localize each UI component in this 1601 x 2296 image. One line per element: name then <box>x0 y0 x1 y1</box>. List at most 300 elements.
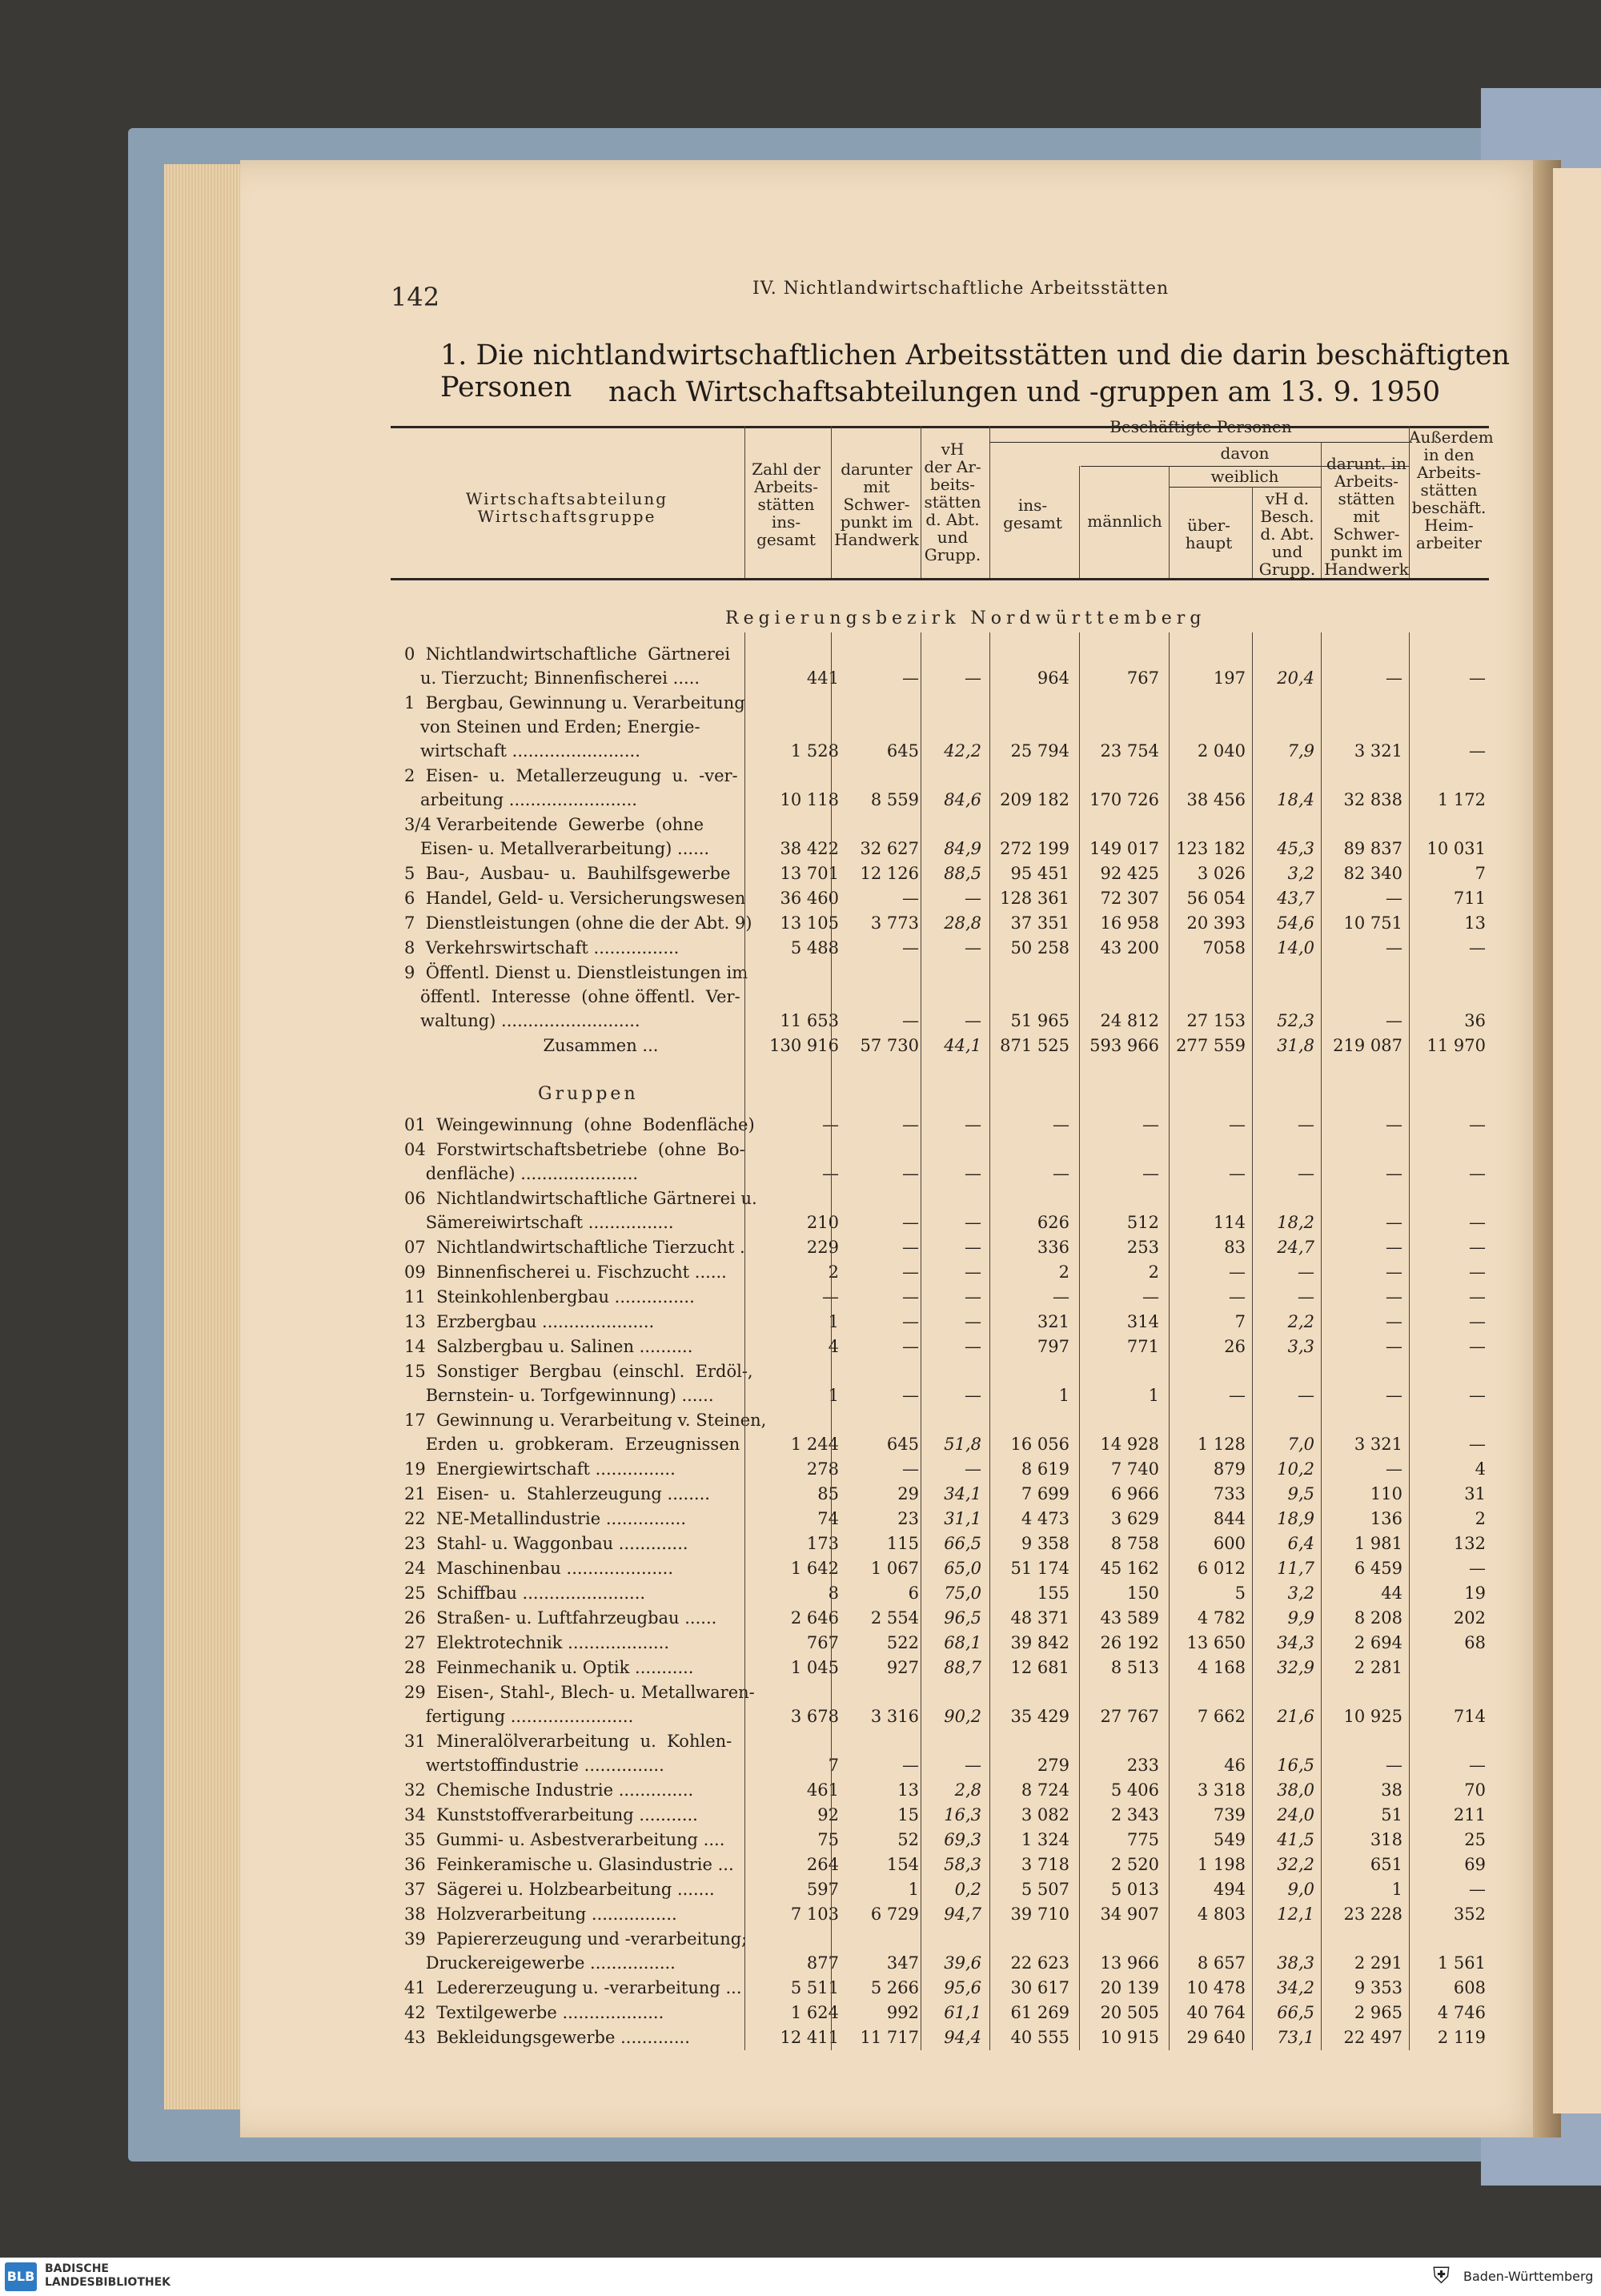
cell-value: — <box>965 1756 981 1775</box>
cell-value: 18,4 <box>1277 790 1314 809</box>
cell-value: 4 168 <box>1197 1658 1246 1677</box>
cell-value: — <box>1386 1386 1402 1405</box>
cell-value: 1 561 <box>1437 1953 1486 1973</box>
cell-value: 94,7 <box>944 1905 981 1924</box>
cell-value: 1 528 <box>790 741 839 761</box>
cell-value: 42,2 <box>944 741 981 761</box>
cell-value: 34 907 <box>1100 1905 1159 1924</box>
groups-header: Gruppen <box>538 1084 639 1104</box>
cell-value: 69,3 <box>944 1830 981 1849</box>
row-label: 34 Kunststoffverarbeitung ........... <box>404 1805 698 1824</box>
row-label: 36 Feinkeramische u. Glasindustrie ... <box>404 1855 734 1874</box>
cell-value: 264 <box>806 1855 839 1874</box>
cell-value: — <box>902 1337 919 1356</box>
cell-value: 27 153 <box>1186 1011 1246 1030</box>
cell-value: — <box>965 1213 981 1232</box>
cell-value: 2 <box>1475 1509 1486 1528</box>
row-label: 8 Verkehrswirtschaft ................ <box>404 938 680 957</box>
cell-value: 3 321 <box>1354 741 1402 761</box>
cell-value: 95,6 <box>944 1978 981 1997</box>
cell-value: — <box>1053 1164 1069 1183</box>
cell-value: — <box>902 1238 919 1257</box>
cell-value: 44,1 <box>944 1036 981 1055</box>
cell-value: 10 915 <box>1100 2028 1159 2047</box>
row-label: 38 Holzverarbeitung ................ <box>404 1905 677 1924</box>
body-col-divider <box>744 632 745 2050</box>
cell-value: 733 <box>1213 1484 1246 1503</box>
cell-value: 83 <box>1224 1238 1246 1257</box>
cell-value: 90,2 <box>944 1707 981 1726</box>
cell-value: 4 782 <box>1197 1608 1246 1628</box>
cell-value: 1 981 <box>1354 1534 1402 1553</box>
cell-value: — <box>1053 1287 1069 1307</box>
cell-value: 114 <box>1213 1213 1246 1232</box>
row-label: Eisen- u. Metallverarbeitung) ...... <box>404 839 710 858</box>
row-label: 15 Sonstiger Bergbau (einschl. Erdöl-, <box>404 1362 753 1381</box>
cell-value: 775 <box>1126 1830 1159 1849</box>
row-label: 28 Feinmechanik u. Optik ........... <box>404 1658 694 1677</box>
header-col-divider <box>831 426 832 578</box>
cell-value: 51 965 <box>1010 1011 1069 1030</box>
cell-value: 15 <box>897 1805 919 1824</box>
header-insgesamt: ins- gesamt <box>1003 496 1062 532</box>
row-label: 32 Chemische Industrie .............. <box>404 1780 694 1800</box>
cell-value: 31,8 <box>1277 1036 1314 1055</box>
cell-value: 21,6 <box>1277 1707 1314 1726</box>
cell-value: — <box>1298 1386 1314 1405</box>
cell-value: 150 <box>1126 1584 1159 1603</box>
cell-value: 8 724 <box>1021 1780 1069 1800</box>
cell-value: 3 082 <box>1021 1805 1069 1824</box>
cell-value: 3 773 <box>870 913 919 933</box>
cell-value: 2,2 <box>1287 1312 1314 1331</box>
cell-value: 68,1 <box>944 1633 981 1652</box>
row-label: 04 Forstwirtschaftsbetriebe (ohne Bo- <box>404 1140 745 1159</box>
cell-value: — <box>1469 1115 1486 1134</box>
cell-value: 7 740 <box>1110 1459 1159 1479</box>
cell-value: — <box>1386 1337 1402 1356</box>
row-label: 7 Dienstleistungen (ohne die der Abt. 9) <box>404 913 752 933</box>
cell-value: 132 <box>1453 1534 1486 1553</box>
cell-value: 110 <box>1370 1484 1402 1503</box>
row-label: Erden u. grobkeram. Erzeugnissen <box>404 1435 740 1454</box>
cell-value: 626 <box>1037 1213 1069 1232</box>
cell-value: 3 026 <box>1197 864 1246 883</box>
cell-value: 94,4 <box>944 2028 981 2047</box>
cell-value: 24,7 <box>1277 1238 1314 1257</box>
cell-value: — <box>902 1312 919 1331</box>
cell-value: 6 459 <box>1354 1559 1402 1578</box>
cell-value: 1 324 <box>1021 1830 1069 1849</box>
cell-value: — <box>965 1459 981 1479</box>
cell-value: — <box>1229 1262 1246 1282</box>
cell-value: 279 <box>1037 1756 1069 1775</box>
cell-value: 2 554 <box>870 1608 919 1628</box>
cell-value: 964 <box>1037 668 1069 688</box>
cell-value: 6 <box>908 1584 919 1603</box>
cell-value: — <box>902 1164 919 1183</box>
table-title-line-1: 1. Die nichtlandwirtschaftlichen Arbeitsstätten und die darin beschäftigten Personen <box>440 339 1511 403</box>
row-label: 21 Eisen- u. Stahlerzeugung ........ <box>404 1484 710 1503</box>
cell-value: 70 <box>1464 1780 1486 1800</box>
cell-value: 4 <box>828 1337 839 1356</box>
row-label: 01 Weingewinnung (ohne Bodenfläche) <box>404 1115 755 1134</box>
cell-value: 9,5 <box>1287 1484 1314 1503</box>
cell-value: — <box>1386 1011 1402 1030</box>
cell-value: — <box>1469 1213 1486 1232</box>
cell-value: 154 <box>886 1855 919 1874</box>
cell-value: — <box>1386 1459 1402 1479</box>
cell-value: 233 <box>1126 1756 1159 1775</box>
cell-value: 75 <box>817 1830 839 1849</box>
row-label: 0 Nichtlandwirtschaftliche Gärtnerei <box>404 644 731 664</box>
cell-value: 40 555 <box>1010 2028 1069 2047</box>
cell-value: 16,5 <box>1277 1756 1314 1775</box>
cell-value: — <box>902 889 919 908</box>
cell-value: 41,5 <box>1277 1830 1314 1849</box>
row-label: 31 Mineralölverarbeitung u. Kohlen- <box>404 1732 732 1751</box>
cell-value: 34,1 <box>944 1484 981 1503</box>
cell-value: 1 <box>828 1386 839 1405</box>
header-weiblich-rule <box>1169 487 1321 488</box>
cell-value: — <box>1298 1287 1314 1307</box>
cell-value: 3 316 <box>870 1707 919 1726</box>
cell-value: — <box>965 1312 981 1331</box>
cell-value: 35 429 <box>1010 1707 1069 1726</box>
cell-value: 871 525 <box>1000 1036 1069 1055</box>
cell-value: 209 182 <box>1000 790 1069 809</box>
cell-value: 92 425 <box>1100 864 1159 883</box>
cell-value: 8 559 <box>870 790 919 809</box>
cell-value: 37 351 <box>1010 913 1069 933</box>
cell-value: 5 507 <box>1021 1880 1069 1899</box>
library-name-line-2: LANDESBIBLIOTHEK <box>45 2276 171 2289</box>
cell-value: 7,0 <box>1287 1435 1314 1454</box>
cell-value: 10 925 <box>1343 1707 1402 1726</box>
cell-value: 155 <box>1037 1584 1069 1603</box>
cell-value: 3 629 <box>1110 1509 1159 1528</box>
cell-value: 600 <box>1213 1534 1246 1553</box>
cell-value: 12,1 <box>1277 1905 1314 1924</box>
cell-value: 10 118 <box>780 790 839 809</box>
cell-value: 771 <box>1126 1337 1159 1356</box>
blb-logo: BLB <box>5 2262 37 2291</box>
cell-value: 22 497 <box>1343 2028 1402 2047</box>
cell-value: 32,2 <box>1277 1855 1314 1874</box>
cell-value: 9 353 <box>1354 1978 1402 1997</box>
cell-value: 18,2 <box>1277 1213 1314 1232</box>
cell-value: — <box>1386 1262 1402 1282</box>
cell-value: 88,7 <box>944 1658 981 1677</box>
cell-value: 38 <box>1381 1780 1402 1800</box>
header-davon: davon <box>1220 444 1270 463</box>
row-label: 06 Nichtlandwirtschaftliche Gärtnerei u. <box>404 1189 757 1208</box>
cell-value: 2 343 <box>1110 1805 1159 1824</box>
header-col-divider <box>1321 442 1322 578</box>
cell-value: 8 657 <box>1197 1953 1246 1973</box>
cell-value: 25 794 <box>1010 741 1069 761</box>
cell-value: 88,5 <box>944 864 981 883</box>
cell-value: 24 812 <box>1100 1011 1159 1030</box>
cell-value: — <box>1469 741 1486 761</box>
cell-value: 13 650 <box>1186 1633 1246 1652</box>
cell-value: 4 473 <box>1021 1509 1069 1528</box>
cell-value: 1 128 <box>1197 1435 1246 1454</box>
cell-value: 12 411 <box>780 2028 839 2047</box>
row-label: 22 NE-Metallindustrie ............... <box>404 1509 686 1528</box>
cell-value: 69 <box>1464 1855 1486 1874</box>
row-label: 14 Salzbergbau u. Salinen .......... <box>404 1337 693 1356</box>
cell-value: 7 <box>1475 864 1486 883</box>
cell-value: — <box>902 1213 919 1232</box>
cell-value: 278 <box>806 1459 839 1479</box>
cell-value: 11 717 <box>860 2028 919 2047</box>
cell-value: — <box>1298 1262 1314 1282</box>
cell-value: 7 <box>1234 1312 1246 1331</box>
cell-value: 128 361 <box>1000 889 1069 908</box>
cell-value: 38,3 <box>1277 1953 1314 1973</box>
cell-value: 3 678 <box>790 1707 839 1726</box>
cell-value: 1 172 <box>1437 790 1486 809</box>
cell-value: 494 <box>1213 1880 1246 1899</box>
cell-value: 58,3 <box>944 1855 981 1874</box>
cell-value: 1 642 <box>790 1559 839 1578</box>
cell-value: 253 <box>1126 1238 1159 1257</box>
cell-value: 1 <box>828 1312 839 1331</box>
cell-value: 4 <box>1475 1459 1486 1479</box>
cell-value: 4 746 <box>1437 2003 1486 2022</box>
cell-value: 23 228 <box>1343 1905 1402 1924</box>
header-col-divider <box>1079 466 1080 578</box>
cell-value: 95 451 <box>1010 864 1069 883</box>
row-label: 07 Nichtlandwirtschaftliche Tierzucht . <box>404 1238 745 1257</box>
cell-value: — <box>1469 938 1486 957</box>
cell-value: 10 751 <box>1343 913 1402 933</box>
cell-value: 56 054 <box>1186 889 1246 908</box>
cell-value: — <box>1469 1559 1486 1578</box>
cell-value: 5 013 <box>1110 1880 1159 1899</box>
row-label: von Steinen und Erden; Energie- <box>404 717 700 737</box>
cell-value: — <box>965 1115 981 1134</box>
row-label: 19 Energiewirtschaft ............... <box>404 1459 676 1479</box>
cell-value: 314 <box>1126 1312 1159 1331</box>
row-label: 26 Straßen- u. Luftfahrzeugbau ...... <box>404 1608 717 1628</box>
cell-value: 39,6 <box>944 1953 981 1973</box>
cell-value: — <box>1229 1386 1246 1405</box>
cell-value: 31,1 <box>944 1509 981 1528</box>
cell-value: 34,3 <box>1277 1633 1314 1652</box>
cell-value: 7058 <box>1202 938 1246 957</box>
cell-value: 38,0 <box>1277 1780 1314 1800</box>
cell-value: 48 371 <box>1010 1608 1069 1628</box>
cell-value: 45,3 <box>1277 839 1314 858</box>
row-label: 6 Handel, Geld- u. Versicherungswesen <box>404 889 746 908</box>
cell-value: — <box>902 1262 919 1282</box>
cell-value: 173 <box>806 1534 839 1553</box>
cell-value: 13 966 <box>1100 1953 1159 1973</box>
cell-value: 10 031 <box>1426 839 1486 858</box>
cell-value: — <box>965 1386 981 1405</box>
cell-value: 9 358 <box>1021 1534 1069 1553</box>
cell-value: — <box>1386 1238 1402 1257</box>
coat-of-arms-icon: ⛨ <box>1433 2262 1451 2289</box>
header-group-rule <box>989 442 1409 443</box>
cell-value: 38 456 <box>1186 790 1246 809</box>
cell-value: 714 <box>1453 1707 1486 1726</box>
cell-value: 1 244 <box>790 1435 839 1454</box>
cell-value: 123 182 <box>1176 839 1246 858</box>
cell-value: 96,5 <box>944 1608 981 1628</box>
cell-value: — <box>822 1287 839 1307</box>
cell-value: — <box>1469 1337 1486 1356</box>
cell-value: 130 916 <box>769 1036 839 1055</box>
cell-value: — <box>965 1164 981 1183</box>
cell-value: 43 589 <box>1100 1608 1159 1628</box>
header-zahl-arbeitsstaetten: Zahl der Arbeits- stätten ins- gesamt <box>752 460 821 549</box>
cell-value: 8 619 <box>1021 1459 1069 1479</box>
cell-value: 11 970 <box>1426 1036 1486 1055</box>
cell-value: 7 662 <box>1197 1707 1246 1726</box>
header-col-divider <box>989 426 990 578</box>
row-label: öffentl. Interesse (ohne öffentl. Ver- <box>404 987 740 1006</box>
facing-page-edge <box>1553 168 1601 2113</box>
cell-value: 9,0 <box>1287 1880 1314 1899</box>
cell-value: 92 <box>817 1805 839 1824</box>
cell-value: 13 <box>1464 913 1486 933</box>
row-label: 39 Papiererzeugung und -verarbeitung; <box>404 1929 748 1949</box>
row-label: 17 Gewinnung u. Verarbeitung v. Steinen, <box>404 1411 767 1430</box>
cell-value: — <box>1386 668 1402 688</box>
cell-value: 7 103 <box>790 1905 839 1924</box>
cell-value: 5 511 <box>790 1978 839 1997</box>
body-col-divider <box>1409 632 1410 2050</box>
cell-value: 26 <box>1224 1337 1246 1356</box>
cell-value: — <box>1469 1312 1486 1331</box>
row-label: 37 Sägerei u. Holzbearbeitung ....... <box>404 1880 715 1899</box>
header-darunter-handwerk: darunter mit Schwer- punkt im Handwerk <box>834 460 919 549</box>
cell-value: 40 764 <box>1186 2003 1246 2022</box>
cell-value: 11,7 <box>1277 1559 1314 1578</box>
cell-value: 767 <box>806 1633 839 1652</box>
cell-value: 3,3 <box>1287 1337 1314 1356</box>
cell-value: 46 <box>1224 1756 1246 1775</box>
cell-value: 2 646 <box>790 1608 839 1628</box>
region-header: Regierungsbezirk Nordwürttemberg <box>725 608 1206 628</box>
cell-value: — <box>1469 668 1486 688</box>
cell-value: 608 <box>1453 1978 1486 1997</box>
cell-value: 1 067 <box>870 1559 919 1578</box>
cell-value: 16,3 <box>944 1805 981 1824</box>
cell-value: — <box>1386 1115 1402 1134</box>
cell-value: 14 928 <box>1100 1435 1159 1454</box>
cell-value: 32 838 <box>1343 790 1402 809</box>
cell-value: 29 <box>897 1484 919 1503</box>
cell-value: 336 <box>1037 1238 1069 1257</box>
cell-value: — <box>965 668 981 688</box>
cell-value: 11 653 <box>780 1011 839 1030</box>
library-name <box>45 2262 171 2290</box>
cell-value: 549 <box>1213 1830 1246 1849</box>
header-ueberhaupt: über- haupt <box>1185 516 1233 552</box>
library-name-line-1: BADISCHE <box>45 2262 109 2275</box>
cell-value: 84,6 <box>944 790 981 809</box>
cell-value: — <box>1469 1164 1486 1183</box>
cell-value: 9,9 <box>1287 1608 1314 1628</box>
row-label: Druckereigewerbe ................ <box>404 1953 676 1973</box>
body-col-divider <box>989 632 990 2050</box>
cell-value: 927 <box>886 1658 919 1677</box>
cell-value: 1 045 <box>790 1658 839 1677</box>
cell-value: 5 406 <box>1110 1780 1159 1800</box>
cell-value: — <box>1469 1287 1486 1307</box>
cell-value: — <box>1469 1386 1486 1405</box>
body-col-divider <box>1252 632 1253 2050</box>
cell-value: 13 701 <box>780 864 839 883</box>
cell-value: — <box>902 1459 919 1479</box>
cell-value: 321 <box>1037 1312 1069 1331</box>
partner-name: Baden-Württemberg <box>1463 2269 1594 2284</box>
cell-value: 16 958 <box>1100 913 1159 933</box>
cell-value: 22 623 <box>1010 1953 1069 1973</box>
row-label: Zusammen ... <box>404 1036 659 1055</box>
cell-value: — <box>965 1238 981 1257</box>
body-col-divider <box>1169 632 1170 2050</box>
cell-value: — <box>1142 1287 1159 1307</box>
row-label: 23 Stahl- u. Waggonbau ............. <box>404 1534 688 1553</box>
cell-value: 18,9 <box>1277 1509 1314 1528</box>
cell-value: 66,5 <box>944 1534 981 1553</box>
cell-value: — <box>1142 1164 1159 1183</box>
cell-value: — <box>965 1262 981 1282</box>
cell-value: 73,1 <box>1277 2028 1314 2047</box>
header-col-divider <box>1169 466 1170 578</box>
row-label: 1 Bergbau, Gewinnung u. Verarbeitung <box>404 693 745 712</box>
cell-value: 879 <box>1213 1459 1246 1479</box>
cell-value: — <box>1386 889 1402 908</box>
cell-value: 20 505 <box>1100 2003 1159 2022</box>
cell-value: 597 <box>806 1880 839 1899</box>
cell-value: 593 966 <box>1089 1036 1159 1055</box>
cell-value: 19 <box>1464 1584 1486 1603</box>
cell-value: — <box>822 1115 839 1134</box>
cell-value: 36 460 <box>780 889 839 908</box>
cell-value: 36 <box>1464 1011 1486 1030</box>
cell-value: — <box>1386 1164 1402 1183</box>
cell-value: 877 <box>806 1953 839 1973</box>
cell-value: 74 <box>817 1509 839 1528</box>
cell-value: 23 754 <box>1100 741 1159 761</box>
header-beschaeftigte-personen: Beschäftigte Personen <box>1109 417 1292 436</box>
row-label: wertstoffindustrie ............... <box>404 1756 664 1775</box>
cell-value: 3,2 <box>1287 1584 1314 1603</box>
row-label: 25 Schiffbau ....................... <box>404 1584 646 1603</box>
cell-value: 797 <box>1037 1337 1069 1356</box>
cell-value: 68 <box>1464 1633 1486 1652</box>
cell-value: 39 842 <box>1010 1633 1069 1652</box>
cell-value: 1 198 <box>1197 1855 1246 1874</box>
cell-value: — <box>902 1115 919 1134</box>
cell-value: 16 056 <box>1010 1435 1069 1454</box>
cell-value: 767 <box>1126 668 1159 688</box>
cell-value: — <box>902 938 919 957</box>
cell-value: 1 <box>1148 1386 1159 1405</box>
body-col-divider <box>1079 632 1080 2050</box>
header-wirtschaftsabteilung: Wirtschaftsabteilung Wirtschaftsgruppe <box>465 489 668 526</box>
cell-value: 34,2 <box>1277 1978 1314 1997</box>
cell-value: 12 681 <box>1010 1658 1069 1677</box>
cell-value: 8 513 <box>1110 1658 1159 1677</box>
cell-value: 32 627 <box>860 839 919 858</box>
